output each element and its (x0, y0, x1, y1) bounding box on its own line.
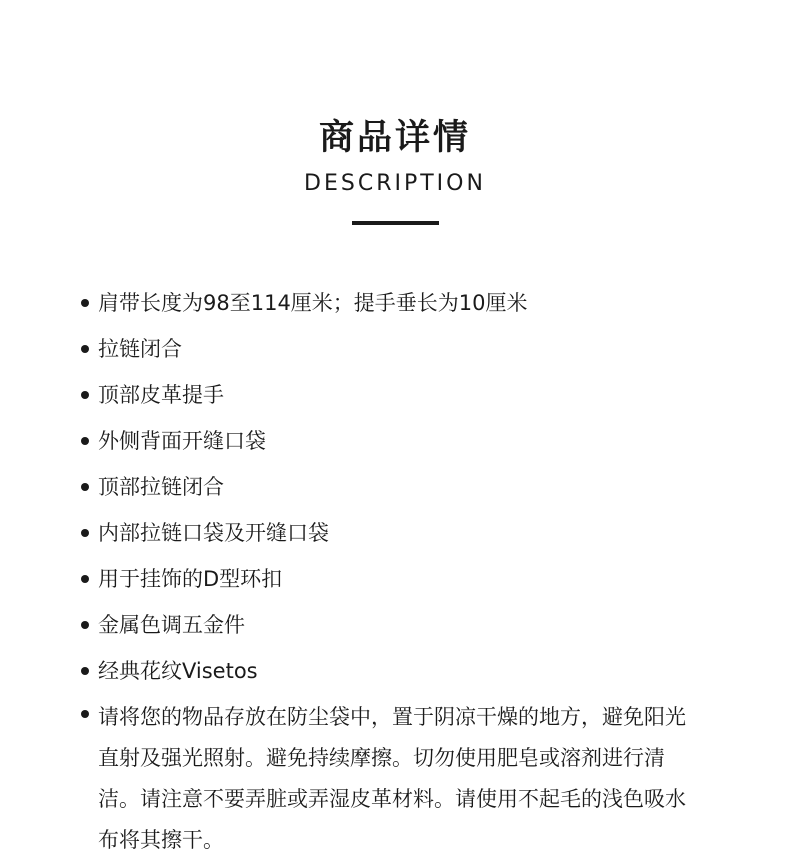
bullet-icon (81, 529, 89, 537)
page-title: 商品详情 (318, 118, 471, 158)
feature-text: 金属色调五金件 (98, 613, 245, 637)
bullet-icon (81, 483, 89, 491)
bullet-icon (81, 391, 89, 399)
bullet-icon (81, 621, 89, 629)
bullet-icon (81, 710, 89, 718)
feature-item-top-zip (79, 464, 719, 510)
feature-item-pattern (79, 648, 719, 694)
feature-item-inner-pockets (79, 510, 719, 556)
feature-item-strap-length (79, 280, 719, 326)
feature-item-care-instructions (79, 694, 698, 861)
title-divider (352, 221, 439, 225)
bullet-icon (81, 667, 89, 675)
feature-item-zip-closure (79, 326, 719, 372)
feature-item-leather-handle (79, 372, 719, 418)
feature-item-hardware (79, 602, 719, 648)
feature-text: 顶部拉链闭合 (98, 475, 224, 499)
bullet-icon (81, 437, 89, 445)
feature-text: 肩带长度为98至114厘米；提手垂长为10厘米 (98, 291, 528, 315)
feature-item-d-ring (79, 556, 719, 602)
bullet-icon (81, 299, 89, 307)
bullet-icon (81, 575, 89, 583)
feature-text: 用于挂饰的D型环扣 (98, 567, 283, 591)
feature-text: 内部拉链口袋及开缝口袋 (98, 521, 329, 545)
feature-list (79, 280, 719, 861)
care-text: 请将您的物品存放在防尘袋中，置于阴凉干燥的地方，避免阳光直射及强光照射。避免持续摩擦。切勿使用肥皂或溶剂进行清洁。请注意不要弄脏或弄湿皮革材料。请使用不起毛的浅色吸水布将其擦干。 (98, 705, 686, 852)
feature-item-back-slip-pocket (79, 418, 719, 464)
feature-text: 顶部皮革提手 (98, 383, 224, 407)
feature-text: 经典花纹Visetos (98, 659, 258, 683)
bullet-icon (81, 345, 89, 353)
feature-text: 外侧背面开缝口袋 (98, 429, 266, 453)
feature-text: 拉链闭合 (98, 337, 182, 361)
page-subtitle: DESCRIPTION (304, 171, 486, 196)
